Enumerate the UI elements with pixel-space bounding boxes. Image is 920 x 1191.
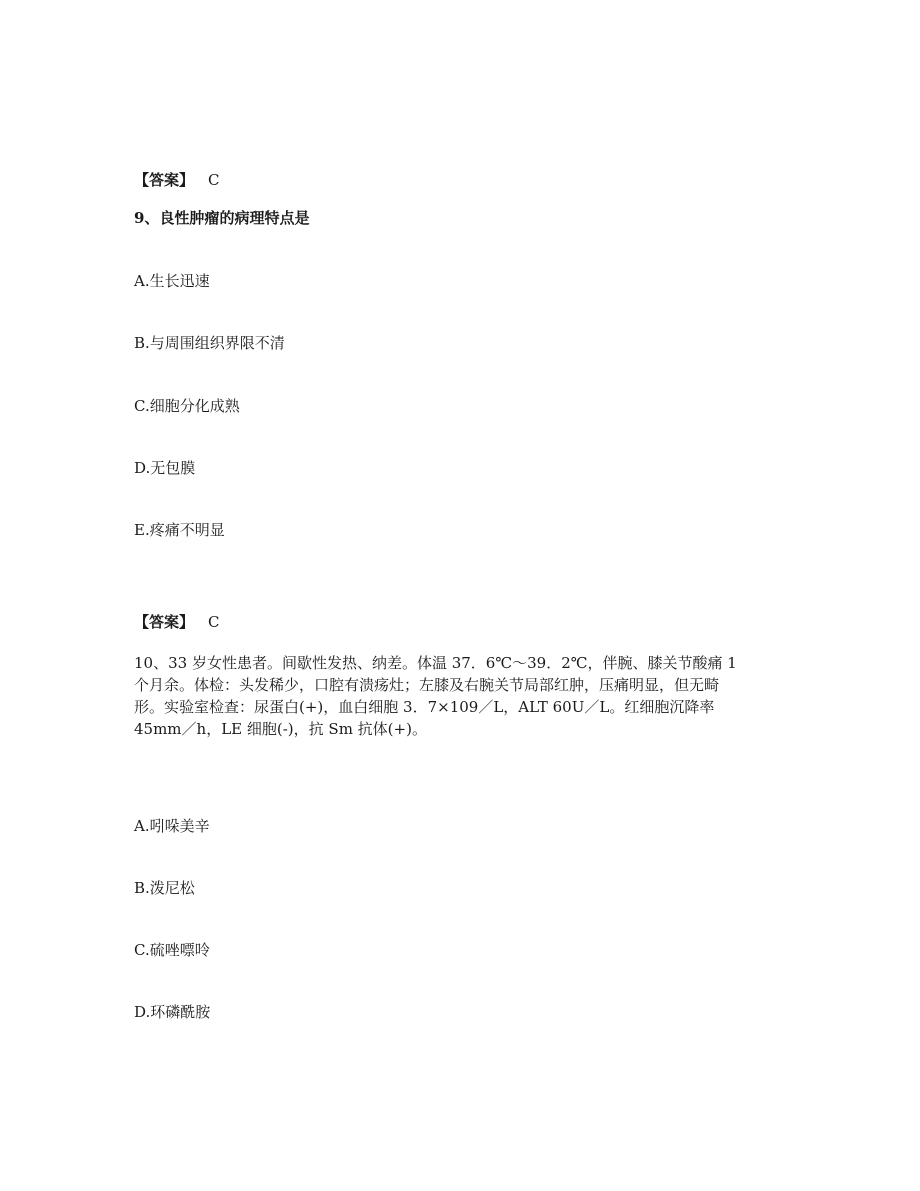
answer-value: C (208, 613, 220, 631)
question-10-stem (134, 652, 794, 740)
question-9-option-c: C.细胞分化成熟 (134, 397, 240, 415)
question-10-line: 个月余。体检：头发稀少，口腔有溃疡灶；左膝及右腕关节局部红肿，压痛明显，但无畸 (134, 676, 720, 694)
answer-line (134, 611, 220, 633)
question-10-line: 45mm／h，LE 细胞(-)，抗 Sm 抗体(+)。 (134, 720, 427, 738)
question-9-option-a: A.生长迅速 (134, 272, 210, 290)
answer-label: 【答案】 (134, 171, 195, 189)
question-10-option-a: A.吲哚美辛 (134, 817, 210, 835)
answer-value: C (208, 171, 220, 189)
question-9-option-b: B.与周围组织界限不清 (134, 334, 285, 352)
question-10-option-c: C.硫唑嘌呤 (134, 941, 210, 959)
question-9-title: 9、良性肿瘤的病理特点是 (134, 209, 310, 227)
question-10-line: 10、33 岁女性患者。间歇性发热、纳差。体温 37．6℃～39．2℃，伴腕、膝关节酸痛 1 (134, 654, 737, 672)
question-10-option-d: D.环磷酰胺 (134, 1003, 211, 1021)
question-9-option-e: E.疼痛不明显 (134, 521, 225, 539)
question-9-option-d: D.无包膜 (134, 459, 196, 477)
answer-label: 【答案】 (134, 613, 195, 631)
answer-line (134, 169, 220, 191)
question-10-option-b: B.泼尼松 (134, 879, 195, 897)
question-10-line: 形。实验室检查：尿蛋白(+)，血白细胞 3．7×109／L，ALT 60U／L。红细胞沉降率 (134, 698, 715, 716)
